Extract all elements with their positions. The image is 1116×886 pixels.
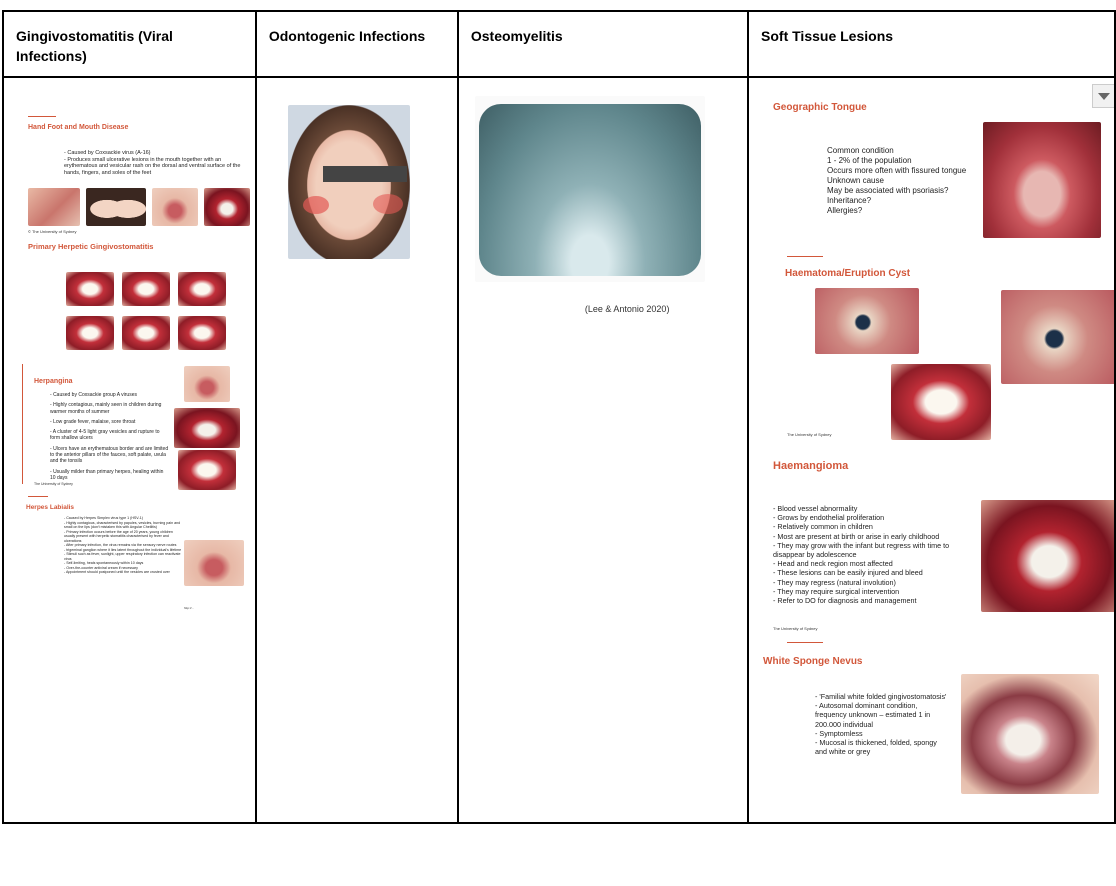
- swelling-mark: [373, 194, 403, 214]
- list-item: - Primary infection occurs before the age of 20 years, young children usually present with herpetic stomatitis characterised by fever and ulcerations: [64, 530, 182, 544]
- eruption-cyst-photo-3: [891, 364, 991, 440]
- list-item: - Low grade fever, malaise, sore throat: [50, 419, 170, 425]
- list-item: - After primary infection, the virus remains via the sensory nerve routes: [64, 543, 182, 548]
- list-item: - These lesions can be easily injured and bleed: [773, 568, 973, 577]
- list-item: - trigeminal ganglion where it lies latent throughout the individual's lifetime: [64, 548, 182, 553]
- cell-gingivostomatitis: [3, 77, 256, 823]
- cell-osteomyelitis: [458, 77, 748, 823]
- herpangina-photo-1: [184, 366, 230, 402]
- list-item: - 'Familial white folded gingivostomatosis': [815, 692, 949, 701]
- labialis-bullets: [64, 516, 182, 575]
- divider: [787, 642, 823, 643]
- hfm-photo-lips: [152, 188, 198, 226]
- list-item: - Head and neck region most affected: [773, 559, 973, 568]
- list-item: - They may regress (natural involution): [773, 578, 973, 587]
- haemangioma-heading: Haemangioma: [773, 460, 849, 472]
- list-item: - Produces small ulcerative lesions in the mouth together with an erythematous and vesicular rash on the dorsal and ventral surface of the hands, fingers, and soles of the feet: [64, 157, 244, 177]
- swelling-mark: [303, 196, 329, 214]
- list-item: - A cluster of 4-5 light gray vesicles and rupture to form shallow ulcers: [50, 429, 170, 442]
- list-item: - Grows by endothelial proliferation: [773, 513, 973, 522]
- herpangina-bullets: [50, 392, 170, 481]
- haematoma-heading: Haematoma/Eruption Cyst: [785, 268, 911, 279]
- nevus-bullets: [815, 692, 949, 756]
- list-item: - Highly contagious, mainly seen in children during warmer months of summer: [50, 402, 170, 415]
- text-line: Occurs more often with fissured tongue: [827, 166, 967, 175]
- cell-soft-tissue: [748, 77, 1115, 823]
- text-line: Common condition: [827, 146, 894, 155]
- hfm-photo-hand: [28, 188, 80, 226]
- herpangina-caption: The University of Sydney: [34, 482, 73, 486]
- hfm-caption: © The University of Sydney: [28, 229, 77, 234]
- xray-photo: [479, 104, 701, 276]
- haemangioma-photo: [981, 500, 1115, 612]
- phg-photo-6: [178, 316, 226, 350]
- eye-censor-bar: [323, 166, 407, 182]
- text-line: 1 - 2% of the population: [827, 156, 912, 165]
- phg-photo-5: [122, 316, 170, 350]
- phg-photo-3: [178, 272, 226, 306]
- header-cell-gingivostomatitis: [3, 11, 256, 77]
- list-item: - Self-limiting, heals spontaneously within 10 days: [64, 561, 182, 566]
- labialis-caption: http://...: [184, 606, 195, 610]
- list-item: - Most are present at birth or arise in early childhood: [773, 532, 973, 541]
- caret-down-icon: [1098, 93, 1110, 100]
- hfm-heading: Hand Foot and Mouth Disease: [28, 124, 129, 131]
- haemangioma-bullets: [773, 504, 973, 605]
- comparison-table: [2, 10, 1116, 824]
- list-item: - Relatively common in children: [773, 522, 973, 531]
- phg-heading: Primary Herpetic Gingivostomatitis: [28, 242, 154, 251]
- eruption-cyst-photo-1: [815, 288, 919, 354]
- list-item: - Caused by Coxsackie group A viruses: [50, 392, 170, 398]
- header-cell-odontogenic: [256, 11, 458, 77]
- geographic-heading: Geographic Tongue: [773, 102, 867, 113]
- haemangioma-caption: The University of Sydney: [773, 626, 818, 631]
- list-item: - Over-the-counter antiviral cream if necessary: [64, 566, 182, 571]
- eruption-cyst-photo-2: [1001, 290, 1115, 384]
- white-sponge-nevus-photo: [961, 674, 1099, 794]
- cell-odontogenic: [256, 77, 458, 823]
- haematoma-caption: The University of Sydney: [787, 432, 832, 437]
- list-item: - Ulcers have an erythematous border and are limited to the anterior pillars of the fauces, soft palate, uvula and the tonsils: [50, 446, 170, 465]
- divider: [22, 364, 23, 484]
- column-title: Odontogenic Infections: [268, 28, 426, 44]
- labialis-photo: [184, 540, 244, 586]
- phg-photo-4: [66, 316, 114, 350]
- hfm-bullets: [64, 150, 244, 176]
- list-item: - Symptomless: [815, 729, 949, 738]
- geographic-tongue-photo: [983, 122, 1101, 238]
- list-item: - Blood vessel abnormality: [773, 504, 973, 513]
- list-item: - They may require surgical intervention: [773, 587, 973, 596]
- nevus-heading: White Sponge Nevus: [763, 656, 863, 667]
- column-title: Soft Tissue Lesions: [761, 28, 894, 44]
- hfm-photo-feet: [86, 188, 146, 226]
- phg-photo-1: [66, 272, 114, 306]
- dropdown-toggle[interactable]: [1092, 84, 1115, 108]
- xray-caption: (Lee & Antonio 2020): [584, 304, 670, 314]
- list-item: - Refer to DO for diagnosis and management: [773, 596, 973, 605]
- list-item: - Highly contagious, characterised by papules, vesicles, burning pain and small on the lips (don't mistaken this with Angular Cheilitis): [64, 521, 182, 530]
- header-cell-soft-tissue: [748, 11, 1115, 77]
- text-line: May be associated with psoriasis?: [827, 186, 949, 195]
- divider: [787, 256, 823, 257]
- text-line: Inheritance?: [827, 196, 872, 205]
- labialis-heading: Herpes Labialis: [26, 504, 75, 511]
- list-item: - Appointment should postponed until the vesicles are crusted over: [64, 570, 182, 575]
- list-item: - Mucosal is thickened, folded, spongy and white or grey: [815, 738, 949, 756]
- child-face-photo: [288, 105, 410, 259]
- geographic-text: [827, 146, 967, 216]
- text-line: Unknown cause: [827, 176, 884, 185]
- herpangina-photo-2: [174, 408, 240, 448]
- list-item: - They may grow with the infant but regress with time to disappear by adolescence: [773, 541, 973, 559]
- header-cell-osteomyelitis: [458, 11, 748, 77]
- list-item: - Caused by Coxsackie virus (A-16): [64, 150, 244, 157]
- column-title: Osteomyelitis: [470, 28, 563, 44]
- list-item: - Stimuli such as fever, sunlight, upper respiratory infection can reactivate virus: [64, 552, 182, 561]
- text-line: Allergies?: [827, 206, 863, 215]
- phg-photo-2: [122, 272, 170, 306]
- list-item: - Usually milder than primary herpes, healing within 10 days: [50, 469, 170, 482]
- herpangina-heading: Herpangina: [34, 378, 73, 385]
- list-item: - Autosomal dominant condition, frequency unknown – estimated 1 in 200.000 individual: [815, 701, 949, 729]
- list-item: - Caused by Herpes Simplex virus type 1 (HSV-1): [64, 516, 182, 521]
- column-title: Gingivostomatitis (Viral Infections): [16, 28, 173, 64]
- divider: [28, 116, 56, 117]
- divider: [28, 496, 48, 497]
- hfm-photo-mouth: [204, 188, 250, 226]
- herpangina-photo-3: [178, 450, 236, 490]
